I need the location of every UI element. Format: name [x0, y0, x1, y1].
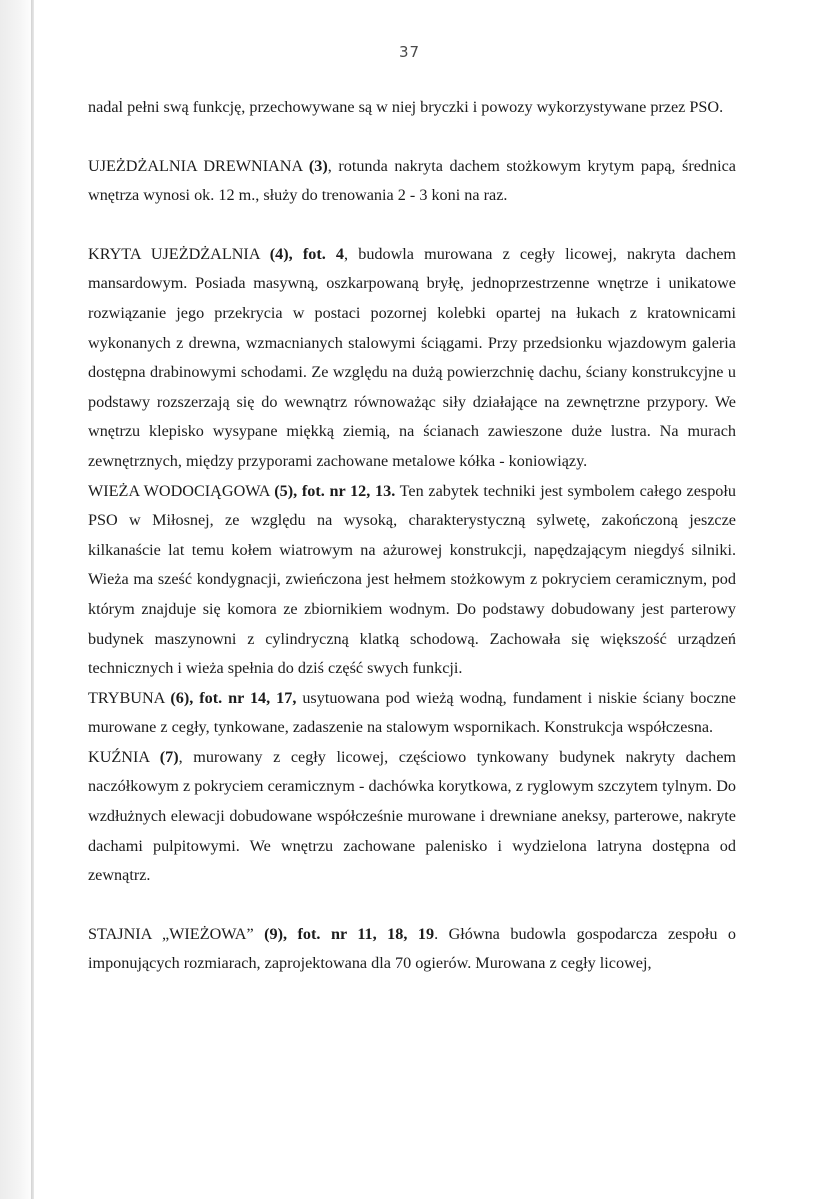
text-segment-bold: (5), fot. nr 12, 13.: [274, 481, 396, 500]
paragraph-stajnia-wiezowa: [88, 920, 736, 979]
paragraph-ujezdzalnia-drewniana: [88, 152, 736, 211]
paragraph-wieza-wodociagowa: [88, 477, 736, 684]
text-segment: Ten zabytek techniki jest symbolem całego zespołu PSO w Miłosnej, ze względu na wysoką, charakterystyczną sylwetę, zakończoną jeszcze kilkanaście lat temu kołem wiatrowym na ażurowej konstrukcji, napędzającym niegdyś silniki. Wieża ma sześć kondygnacji, zwieńczona jest hełmem stożkowym z pokryciem ceramicznym, pod którym znajduje się komora ze zbiornikiem wodnym. Do podstawy dobudowany jest parterowy budynek maszynowni z cylindryczną klatką schodową. Zachowała się większość urządzeń technicznych i wieża spełnia do dziś część swych funkcji.: [88, 481, 736, 678]
page-number: 37: [398, 43, 421, 61]
text-segment: WIEŻA WODOCIĄGOWA: [88, 481, 275, 500]
text-segment-bold: (4), fot. 4: [269, 244, 345, 263]
text-segment: TRYBUNA: [88, 688, 171, 707]
paragraph-kuznia: [88, 743, 736, 891]
text-segment-bold: (9), fot. nr 11, 18, 19: [264, 924, 435, 943]
text-segment: UJEŻDŻALNIA DREWNIANA: [88, 156, 309, 175]
text-segment: STAJNIA „WIEŻOWA”: [88, 924, 265, 943]
text-segment: nadal pełni swą funkcję, przechowywane są w niej bryczki i powozy wykorzystywane przez PSO.: [88, 98, 724, 116]
text-segment-bold: (7): [159, 747, 179, 766]
page-shadow: [0, 0, 34, 1199]
text-segment: , murowany z cegły licowej, częściowo tynkowany budynek nakryty dachem naczółkowym z pokryciem ceramicznym - dachówka korytkowa, z ryglowym szczytem tylnym. Do wzdłużnych elewacji dobudowane współcześnie murowane i drewniane aneksy, parterowe, nakryte dachami pulpitowymi. We wnętrzu zachowane palenisko i wydzielona latryna dostępna od zewnątrz.: [88, 747, 736, 885]
text-segment: , budowla murowana z cegły licowej, nakryta dachem mansardowym. Posiada masywną, oszkarpowaną bryłę, jednoprzestrzenne wnętrze i unikatowe rozwiązanie jego przekrycia w postaci pozornej kolebki opartej na łukach z kratownicami wykonanych z drewna, wzmacnianych stalowymi ściągami. Przy przedsionku wjazdowym galeria dostępna drabinowymi schodami. Ze względu na dużą powierzchnię dachu, ściany konstrukcyjne u podstawy rozszerzają się do wewnątrz równoważąc siły działające na zewnętrzne przypory. We wnętrzu klepisko wysypane miękką ziemią, na ścianach zawieszone duże lustra. Na murach zewnętrznych, między przyporami zachowane metalowe kółka - koniowiązy.: [88, 244, 737, 470]
page-edge: [31, 0, 34, 1199]
document-body: [88, 93, 736, 979]
text-segment-bold: (6), fot. nr 14, 17,: [170, 688, 297, 707]
text-segment: usytuowana pod wieżą wodną, fundament i niskie ściany boczne murowane z cegły, tynkowane, zadaszenie na stalowym wspornikach. Konstrukcja współczesna.: [88, 688, 736, 737]
paragraph-kryta-ujezdzalnia: [88, 240, 736, 477]
paragraph-continuation: [88, 93, 736, 123]
text-segment: KUŹNIA: [88, 747, 160, 766]
text-segment: , rotunda nakryta dachem stożkowym krytym papą, średnica wnętrza wynosi ok. 12 m., służy do trenowania 2 - 3 koni na raz.: [88, 156, 736, 205]
text-segment: . Główna budowla gospodarcza zespołu o imponujących rozmiarach, zaprojektowana dla 70 ogierów. Murowana z cegły licowej,: [88, 924, 737, 973]
text-segment-bold: (3): [308, 156, 328, 175]
paragraph-trybuna: [88, 684, 736, 743]
text-segment: KRYTA UJEŻDŻALNIA: [88, 244, 270, 263]
